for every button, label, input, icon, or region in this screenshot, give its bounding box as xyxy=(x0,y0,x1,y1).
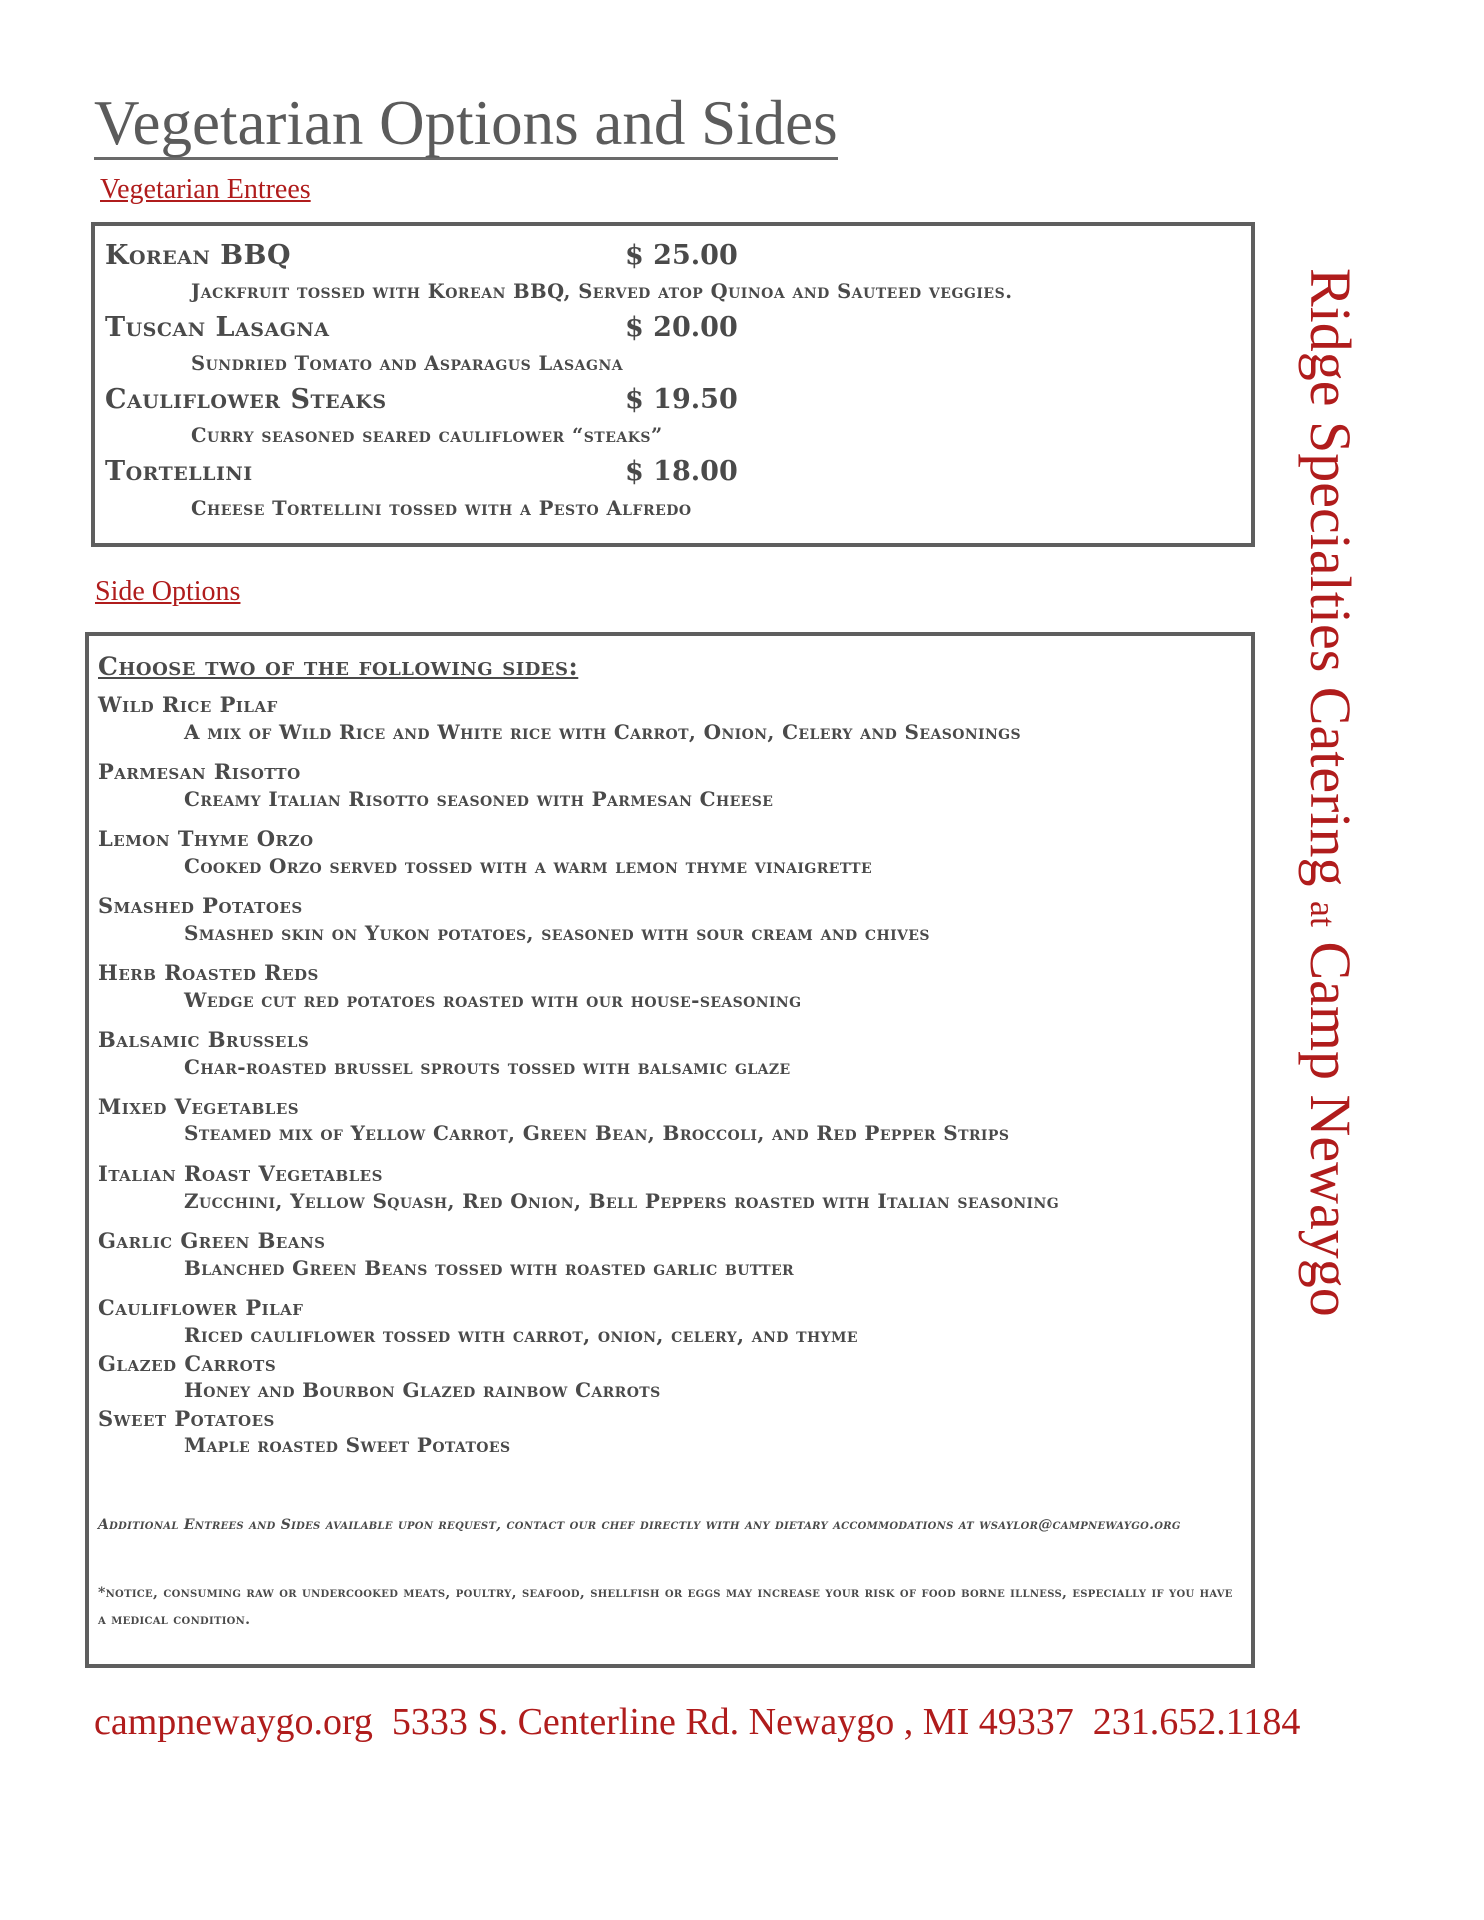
page-title: Vegetarian Options and Sides xyxy=(94,88,838,158)
entree-name: Tortellini xyxy=(105,456,253,487)
sides-heading: Side Options xyxy=(95,576,241,607)
entree-price: $ 18.00 xyxy=(625,456,738,487)
entree-name: Cauliflower Steaks xyxy=(105,384,387,415)
entree-name: Tuscan Lasagna xyxy=(105,312,330,343)
side-name: Glazed Carrots xyxy=(98,1351,277,1376)
side-description: Steamed mix of Yellow Carrot, Green Bean, Broccoli, and Red Pepper Strips xyxy=(184,1121,1010,1145)
entree-item xyxy=(105,456,745,490)
entree-item xyxy=(105,240,745,274)
entree-description: Jackfruit tossed with Korean BBQ, Served atop Quinoa and Sauteed veggies. xyxy=(191,280,1013,303)
side-name: Wild Rice Pilaf xyxy=(98,692,278,717)
sides-box xyxy=(85,632,1255,1668)
side-description: Wedge cut red potatoes roasted with our house-seasoning xyxy=(184,988,802,1012)
entree-item xyxy=(105,384,745,418)
entree-description: Curry seasoned seared cauliflower “steaks” xyxy=(191,424,663,447)
side-description: Riced cauliflower tossed with carrot, onion, celery, and thyme xyxy=(184,1323,858,1347)
brand-location: Camp Newaygo xyxy=(1298,941,1363,1317)
brand-name: Ridge Specialties Catering xyxy=(1298,268,1363,887)
side-name: Herb Roasted Reds xyxy=(98,960,319,985)
side-description: Honey and Bourbon Glazed rainbow Carrots xyxy=(184,1378,661,1402)
side-name: Parmesan Risotto xyxy=(98,759,301,784)
side-description: Blanched Green Beans tossed with roasted garlic butter xyxy=(184,1256,795,1280)
notice-note: *notice, consuming raw or undercooked meats, poultry, seafood, shellfish or eggs may increase your risk of food borne illness, especially if you have a medical condition. xyxy=(98,1585,1233,1628)
entree-price: $ 19.50 xyxy=(625,384,738,415)
side-name: Sweet Potatoes xyxy=(98,1406,275,1431)
side-name: Balsamic Brussels xyxy=(98,1027,310,1052)
brand-connector: at xyxy=(1303,901,1343,927)
side-name: Mixed Vegetables xyxy=(98,1094,300,1119)
entree-description: Sundried Tomato and Asparagus Lasagna xyxy=(191,352,624,375)
side-name: Smashed Potatoes xyxy=(98,893,303,918)
side-description: Char-roasted brussel sprouts tossed with balsamic glaze xyxy=(184,1055,791,1079)
side-description: Zucchini, Yellow Squash, Red Onion, Bell Peppers roasted with Italian seasoning xyxy=(184,1189,1060,1213)
entree-price: $ 25.00 xyxy=(625,240,738,271)
side-name: Italian Roast Vegetables xyxy=(98,1161,383,1186)
entrees-heading: Vegetarian Entrees xyxy=(100,174,311,205)
additional-note: Additional Entrees and Sides available upon request, contact our chef directly with any dietary accommodations at wsaylor@campnewaygo.org xyxy=(98,1517,1181,1533)
side-description: Smashed skin on Yukon potatoes, seasoned with sour cream and chives xyxy=(184,921,930,945)
sides-intro: Choose two of the following sides: xyxy=(98,652,579,681)
side-description: A mix of Wild Rice and White rice with Carrot, Onion, Celery and Seasonings xyxy=(184,720,1022,744)
side-description: Cooked Orzo served tossed with a warm lemon thyme vinaigrette xyxy=(184,854,873,878)
entree-item xyxy=(105,312,745,346)
entree-description: Cheese Tortellini tossed with a Pesto Alfredo xyxy=(191,497,692,520)
side-name: Lemon Thyme Orzo xyxy=(98,826,314,851)
side-name: Cauliflower Pilaf xyxy=(98,1295,304,1320)
entree-name: Korean BBQ xyxy=(105,240,291,271)
side-description: Creamy Italian Risotto seasoned with Parmesan Cheese xyxy=(184,787,774,811)
footer-contact: campnewaygo.org 5333 S. Centerline Rd. Newaygo , MI 49337 231.652.1184 xyxy=(94,1701,1301,1743)
brand-vertical xyxy=(1295,268,1365,1428)
side-name: Garlic Green Beans xyxy=(98,1228,326,1253)
entrees-box xyxy=(91,222,1255,547)
side-description: Maple roasted Sweet Potatoes xyxy=(184,1433,511,1457)
entree-price: $ 20.00 xyxy=(625,312,738,343)
